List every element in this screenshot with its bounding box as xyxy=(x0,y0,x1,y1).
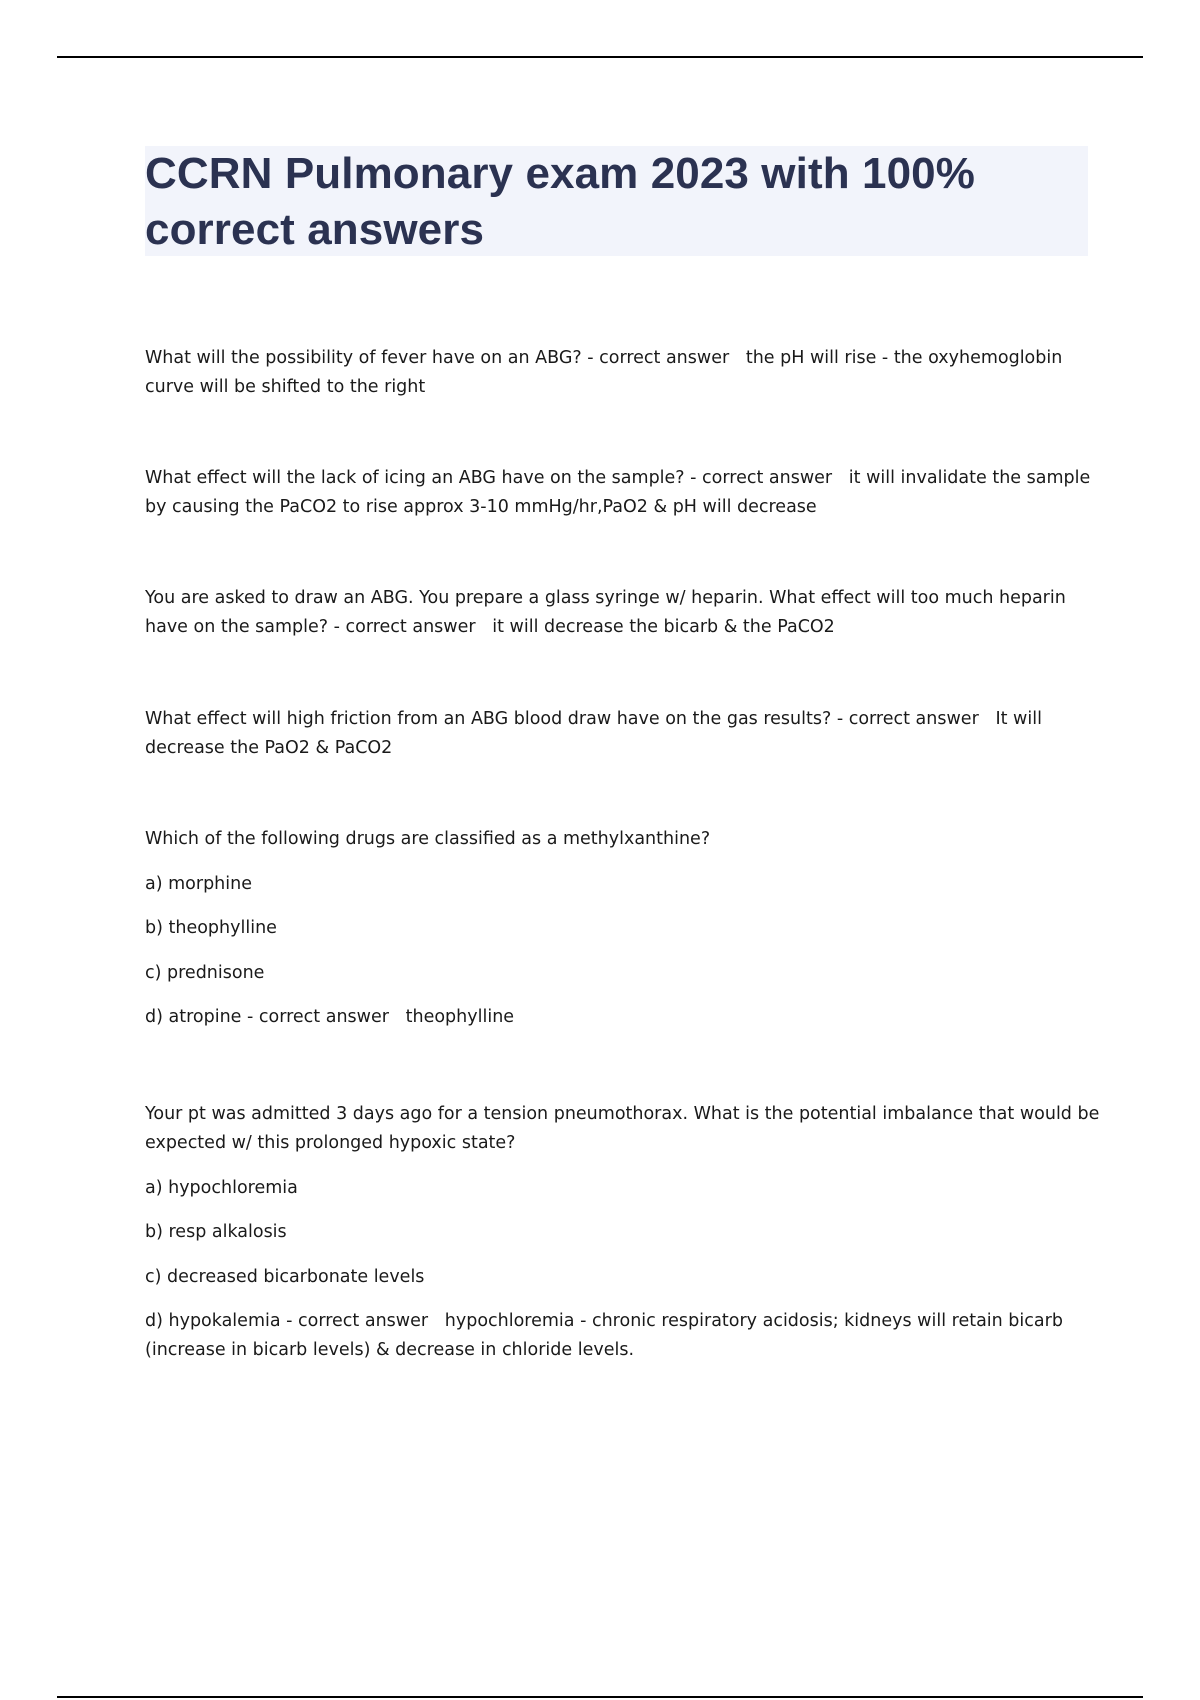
question: What will the possibility of fever have on an ABG? xyxy=(145,348,582,368)
option-d: d) atropine xyxy=(145,1007,242,1027)
question-text xyxy=(145,705,1100,763)
question-block-6 xyxy=(145,1100,1100,1365)
answer-marker: - correct answer xyxy=(831,709,996,729)
answer: It will decrease the PaO2 & PaCO2 xyxy=(145,709,1042,758)
answer: it will decrease the bicarb & the PaCO2 xyxy=(492,617,835,637)
question: You are asked to draw an ABG. You prepare a glass syringe w/ heparin. What effect will too much heparin have on the sample? xyxy=(145,588,1066,637)
option-c: c) decreased bicarbonate levels xyxy=(145,1266,425,1287)
answer-marker: - correct answer xyxy=(241,1007,406,1027)
answer-marker: - correct answer xyxy=(581,348,746,368)
answer: it will invalidate the sample by causing the PaCO2 to rise approx 3-10 mmHg/hr,PaO2 & pH will decrease xyxy=(145,468,1091,517)
option-d-with-answer xyxy=(145,1003,1100,1032)
option-b: b) theophylline xyxy=(145,918,277,938)
question-block-5 xyxy=(145,825,1100,1032)
option-a: a) hypochloremia xyxy=(145,1177,298,1198)
question-block-1 xyxy=(145,344,1100,402)
question-block-4 xyxy=(145,705,1100,763)
option-a: a) morphine xyxy=(145,873,252,894)
option-b: b) resp alkalosis xyxy=(145,1222,287,1242)
question-text xyxy=(145,344,1100,402)
answer-marker: - correct answer xyxy=(280,1311,445,1331)
bottom-rule xyxy=(57,1696,1143,1698)
question: What effect will high friction from an ABG blood draw have on the gas results? xyxy=(145,709,832,729)
document-title: CCRN Pulmonary exam 2023 with 100% correct answers xyxy=(145,149,975,254)
top-rule xyxy=(57,56,1143,58)
answer: theophylline xyxy=(405,1007,515,1027)
question-block-2 xyxy=(145,464,1100,522)
answer: the pH will rise - the oxyhemoglobin curve will be shifted to the right xyxy=(145,348,1063,397)
answer-marker: - correct answer xyxy=(328,617,493,637)
question-block-3 xyxy=(145,584,1100,642)
option-d: d) hypokalemia xyxy=(145,1311,281,1331)
question-text xyxy=(145,464,1100,522)
option-c: c) prednisone xyxy=(145,962,265,983)
question-text: Which of the following drugs are classified as a methylxanthine? xyxy=(145,829,711,849)
answer: hypochloremia - chronic respiratory acidosis; kidneys will retain bicarb (increase in bicarb levels) & decrease in chloride levels. xyxy=(145,1311,1063,1360)
option-d-with-answer xyxy=(145,1307,1100,1365)
answer-marker: - correct answer xyxy=(684,468,849,488)
question-text xyxy=(145,584,1100,642)
question: What effect will the lack of icing an ABG have on the sample? xyxy=(145,468,685,488)
title-block xyxy=(145,146,1088,256)
question-text: Your pt was admitted 3 days ago for a tension pneumothorax. What is the potential imbalance that would be expected w/ this prolonged hypoxic state? xyxy=(145,1104,1100,1153)
